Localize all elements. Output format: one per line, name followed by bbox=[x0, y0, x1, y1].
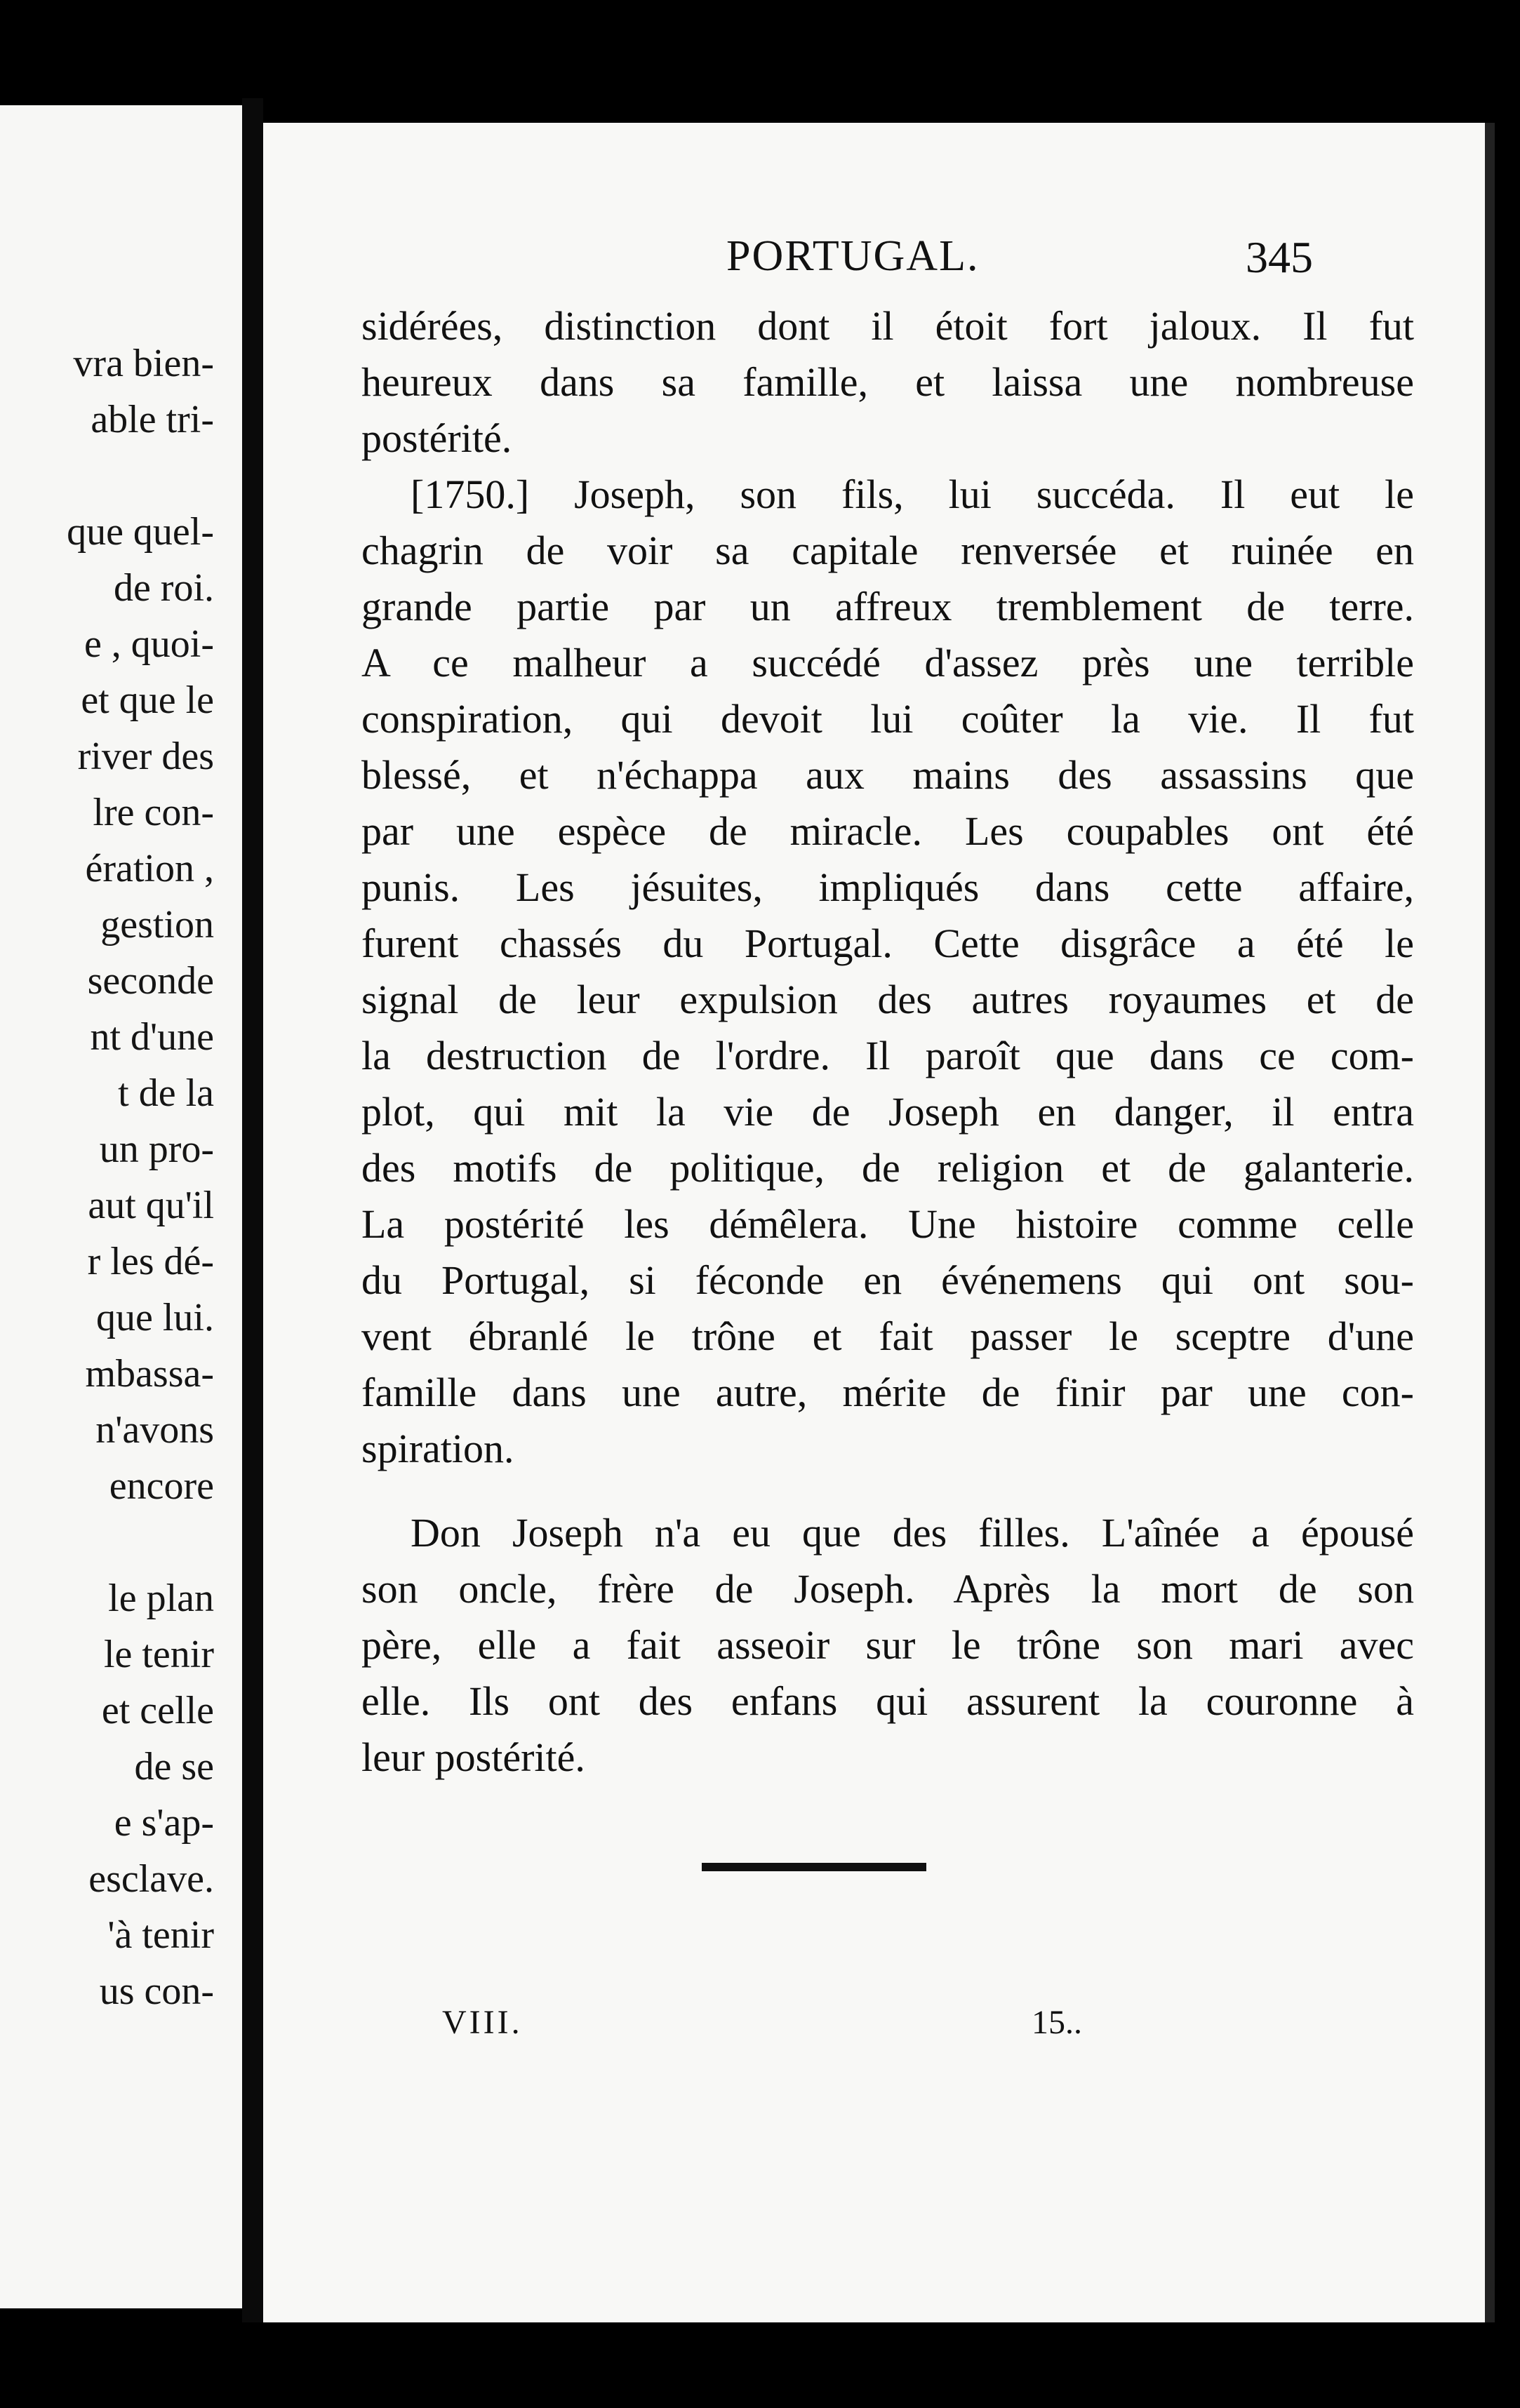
text-line: furent chassés du Portugal. Cette disgrâce a été le bbox=[361, 921, 1414, 966]
facing-page-line: 'à tenir bbox=[107, 1913, 214, 1957]
book-gutter bbox=[242, 98, 263, 2322]
text-line: elle. Ils ont des enfans qui assurent la couronne à bbox=[361, 1678, 1414, 1724]
facing-page-line: le tenir bbox=[103, 1633, 214, 1676]
text-line: spiration. bbox=[361, 1426, 514, 1471]
facing-page-fragment bbox=[0, 105, 242, 2308]
paragraph bbox=[361, 1505, 1414, 1786]
text-line: Don Joseph n'a eu que des filles. L'aînée a épousé bbox=[411, 1510, 1414, 1556]
facing-page-line: e s'ap- bbox=[114, 1801, 214, 1845]
paragraph bbox=[361, 298, 1414, 467]
signature-number: 15.. bbox=[1032, 2004, 1082, 2041]
text-line: heureux dans sa famille, et laissa une nombreuse bbox=[361, 359, 1414, 405]
text-line: du Portugal, si féconde en événemens qui ont sou- bbox=[361, 1257, 1414, 1303]
facing-page-line: n'avons bbox=[95, 1408, 214, 1452]
paragraph-gap bbox=[361, 1477, 1414, 1505]
text-line: signal de leur expulsion des autres royaumes et de bbox=[361, 977, 1414, 1022]
facing-page-line: ération , bbox=[85, 847, 214, 890]
text-line: leur postérité. bbox=[361, 1734, 585, 1780]
facing-page-line: esclave. bbox=[88, 1857, 214, 1901]
facing-page-line: aut qu'il bbox=[88, 1184, 214, 1227]
text-line: sidérées, distinction dont il étoit fort jaloux. Il fut bbox=[361, 303, 1414, 349]
facing-page-line: de se bbox=[134, 1745, 214, 1788]
facing-page-line: vra bien- bbox=[73, 342, 214, 385]
text-line: père, elle a fait asseoir sur le trône son mari avec bbox=[361, 1622, 1414, 1668]
facing-page-line: gestion bbox=[100, 903, 214, 947]
text-line: blessé, et n'échappa aux mains des assassins que bbox=[361, 752, 1414, 798]
facing-page-line: et que le bbox=[81, 678, 214, 722]
text-line: famille dans une autre, mérite de finir par une con- bbox=[361, 1370, 1414, 1415]
text-line: plot, qui mit la vie de Joseph en danger, il entra bbox=[361, 1089, 1414, 1135]
text-line: conspiration, qui devoit lui coûter la vie. Il fut bbox=[361, 696, 1414, 742]
facing-page-line: mbassa- bbox=[85, 1352, 214, 1396]
text-line: La postérité les démêlera. Une histoire comme celle bbox=[361, 1201, 1414, 1247]
facing-page-line: seconde bbox=[87, 959, 214, 1003]
facing-page-line: able tri- bbox=[91, 398, 214, 441]
text-line: postérité. bbox=[361, 415, 512, 461]
text-line: vent ébranlé le trône et fait passer le sceptre d'une bbox=[361, 1313, 1414, 1359]
text-line: [1750.] Joseph, son fils, lui succéda. Il eut le bbox=[411, 471, 1414, 517]
page bbox=[263, 123, 1495, 2322]
facing-page-line: que lui. bbox=[96, 1296, 214, 1339]
facing-page-line: que quel- bbox=[67, 510, 214, 554]
facing-page-line: et celle bbox=[101, 1689, 214, 1732]
text-line: grande partie par un affreux tremblement de terre. bbox=[361, 584, 1414, 629]
facing-page-line: encore bbox=[109, 1464, 214, 1508]
text-line: la destruction de l'ordre. Il paroît que dans ce com- bbox=[361, 1033, 1414, 1078]
running-head: PORTUGAL. bbox=[726, 232, 980, 280]
text-line: chagrin de voir sa capitale renversée et ruinée en bbox=[361, 528, 1414, 573]
facing-page-line: river des bbox=[77, 735, 214, 778]
facing-page-line: de roi. bbox=[113, 566, 214, 610]
body-text bbox=[361, 298, 1414, 1786]
paragraph bbox=[361, 467, 1414, 1477]
facing-page-line: nt d'une bbox=[90, 1015, 214, 1059]
facing-page-line: r les dé- bbox=[87, 1240, 214, 1283]
facing-page-line: un pro- bbox=[99, 1128, 214, 1171]
facing-page-line: e , quoi- bbox=[84, 622, 214, 666]
facing-page-line: t de la bbox=[118, 1071, 214, 1115]
facing-page-line: le plan bbox=[108, 1577, 214, 1620]
facing-page-line: us con- bbox=[99, 1969, 214, 2013]
page-number: 345 bbox=[1246, 232, 1313, 282]
page-header bbox=[263, 232, 1495, 288]
text-line: punis. Les jésuites, impliqués dans cette affaire, bbox=[361, 864, 1414, 910]
text-line: par une espèce de miracle. Les coupables ont été bbox=[361, 808, 1414, 854]
text-line: A ce malheur a succédé d'assez près une terrible bbox=[361, 640, 1414, 685]
text-line: son oncle, frère de Joseph. Après la mort de son bbox=[361, 1566, 1414, 1612]
facing-page-line: lre con- bbox=[93, 791, 214, 834]
signature-mark: VIII. bbox=[442, 2004, 523, 2041]
section-rule bbox=[702, 1863, 926, 1871]
text-line: des motifs de politique, de religion et de galanterie. bbox=[361, 1145, 1414, 1191]
